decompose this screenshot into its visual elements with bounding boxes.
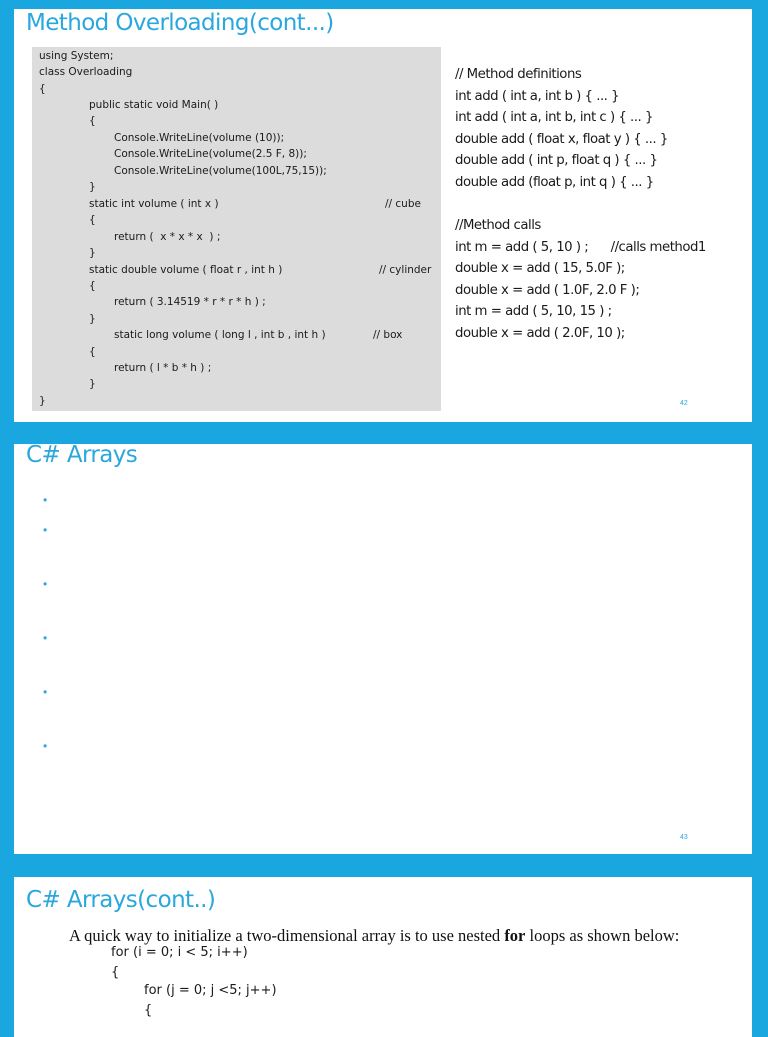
slide-csharp-arrays-cont <box>14 877 752 1037</box>
definitions-comment: // Method definitions <box>455 67 582 82</box>
bullet-point: • <box>43 685 48 699</box>
code-line: } <box>89 247 96 259</box>
method-call: double x = add ( 2.0F, 10 ); <box>455 326 625 341</box>
code-line: Console.WriteLine(volume(2.5 F, 8)); <box>114 148 307 160</box>
code-line: { <box>89 280 96 292</box>
code-line: Console.WriteLine(volume (10)); <box>114 132 285 144</box>
code-line: class Overloading <box>39 66 133 78</box>
code-line: { <box>89 115 96 127</box>
bullet-point: • <box>43 523 48 537</box>
method-definition: double add ( float x, float y ) { ... } <box>455 132 668 147</box>
slide-method-overloading <box>14 9 752 422</box>
code-line: return ( l * b * h ) ; <box>114 362 212 374</box>
slide-csharp-arrays <box>14 444 752 854</box>
page-number: 43 <box>680 834 688 841</box>
intro-text-end: loops as shown below: <box>525 926 680 945</box>
code-line: Console.WriteLine(volume(100L,75,15)); <box>114 165 327 177</box>
code-line: { <box>144 1003 153 1018</box>
calls-comment: //Method calls <box>455 218 541 233</box>
code-comment: // cube <box>385 198 421 210</box>
slide-title: Method Overloading(cont...) <box>26 10 334 36</box>
method-call: double x = add ( 15, 5.0F ); <box>455 261 625 276</box>
method-definition: double add (float p, int q ) { ... } <box>455 175 654 190</box>
code-line: { <box>89 214 96 226</box>
code-line: static long volume ( long l , int b , int h ) <box>114 329 326 341</box>
code-comment: // cylinder <box>379 264 432 276</box>
code-line: for (j = 0; j <5; j++) <box>144 983 277 998</box>
bullet-point: • <box>43 493 48 507</box>
intro-text-bold: for <box>504 926 526 945</box>
method-call: int m = add ( 5, 10 ) ; //calls method1 <box>455 240 706 255</box>
slide-title: C# Arrays(cont..) <box>26 887 216 913</box>
method-definition: int add ( int a, int b ) { ... } <box>455 89 620 104</box>
intro-text <box>69 926 679 946</box>
code-line: } <box>89 378 96 390</box>
bullet-point: • <box>43 631 48 645</box>
code-line: static int volume ( int x ) <box>89 198 219 210</box>
method-call: int m = add ( 5, 10, 15 ) ; <box>455 304 612 319</box>
code-line: using System; <box>39 50 114 62</box>
code-line: { <box>89 346 96 358</box>
code-comment: // box <box>373 329 403 341</box>
code-line: for (i = 0; i < 5; i++) <box>111 945 248 960</box>
code-line: } <box>39 395 46 407</box>
code-line: return ( x * x * x ) ; <box>114 231 221 243</box>
code-line: static double volume ( float r , int h ) <box>89 264 283 276</box>
code-line: { <box>39 83 46 95</box>
bullet-point: • <box>43 739 48 753</box>
method-definition: double add ( int p, float q ) { ... } <box>455 153 658 168</box>
code-line: return ( 3.14519 * r * r * h ) ; <box>114 296 266 308</box>
intro-text-start: A quick way to initialize a two-dimensional array is to use nested <box>69 926 505 945</box>
code-line: } <box>89 313 96 325</box>
page-number: 42 <box>680 400 688 407</box>
code-line: { <box>111 965 120 980</box>
code-line: } <box>89 181 96 193</box>
bullet-point: • <box>43 577 48 591</box>
method-call: double x = add ( 1.0F, 2.0 F ); <box>455 283 640 298</box>
slide-title: C# Arrays <box>26 444 138 468</box>
method-definition: int add ( int a, int b, int c ) { ... } <box>455 110 653 125</box>
code-line: public static void Main( ) <box>89 99 219 111</box>
